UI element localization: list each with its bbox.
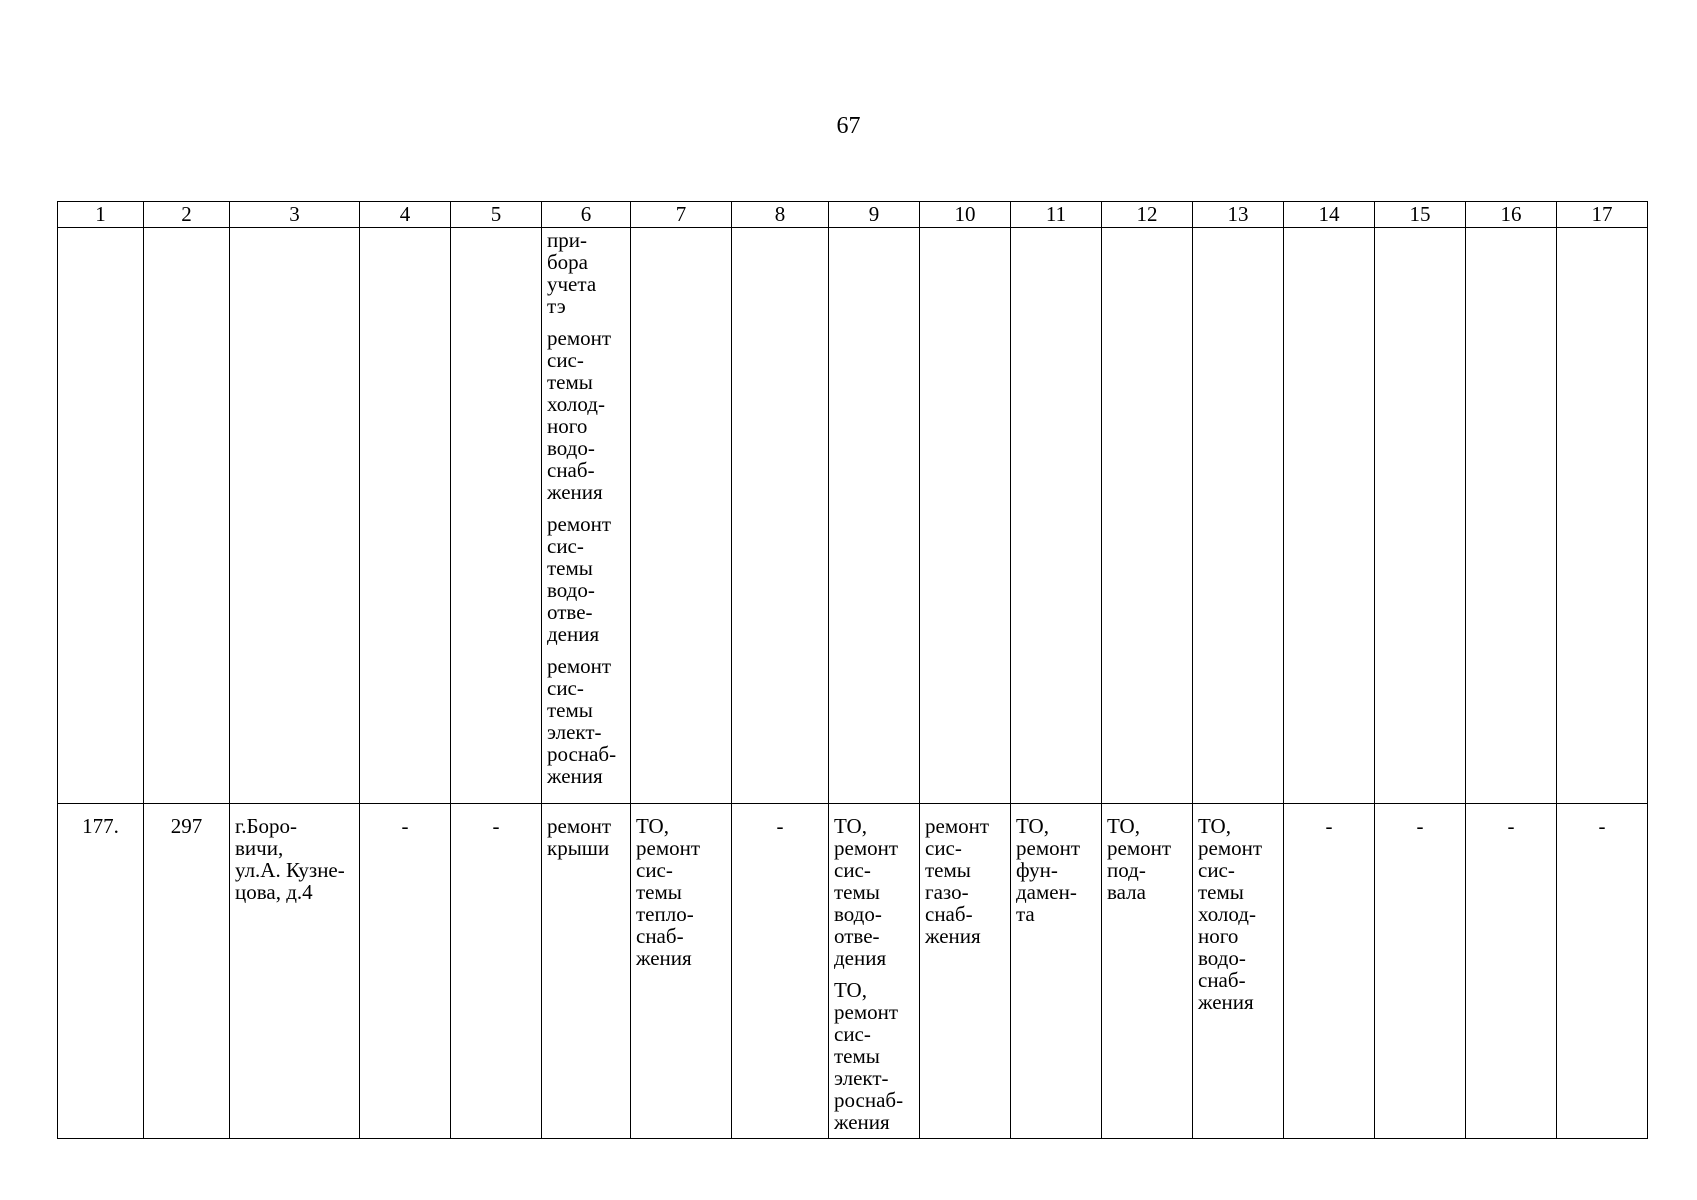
table-cell [829, 228, 920, 804]
table-cell [920, 228, 1011, 804]
cell-text-line: ремонт [834, 1000, 899, 1024]
cell-text-line: ремонт [547, 654, 612, 678]
table-cell [1193, 804, 1284, 1139]
cell-text-line: водо- [547, 578, 595, 602]
header-cell: 1 [58, 202, 144, 228]
cell-text-line: темы [1198, 880, 1244, 904]
table-cell: - [1375, 804, 1466, 1139]
cell-text-block [547, 229, 625, 317]
cell-text-line: водо- [547, 436, 595, 460]
cell-text-line: жения [636, 946, 692, 970]
header-cell: 17 [1557, 202, 1648, 228]
header-cell: 7 [631, 202, 732, 228]
header-cell: 14 [1284, 202, 1375, 228]
cell-text-line: ного [1198, 924, 1239, 948]
cell-text-line: жения [547, 764, 603, 788]
table-cell [542, 804, 631, 1139]
cell-text-line: учета [547, 272, 597, 296]
cell-text-line: сис- [834, 858, 871, 882]
header-cell: 5 [451, 202, 542, 228]
table-cell [920, 804, 1011, 1139]
cell-text-line: ТО, [1016, 814, 1049, 838]
table-cell [1375, 228, 1466, 804]
cell-text-block [235, 815, 354, 903]
cell-text-line: сис- [925, 836, 962, 860]
cell-text-line: водо- [1198, 946, 1246, 970]
table-cell [1466, 228, 1557, 804]
cell-text-line: ремонт [1016, 836, 1081, 860]
cell-text-line: роснаб- [547, 742, 617, 766]
table-cell [631, 804, 732, 1139]
table-cell [58, 228, 144, 804]
cell-text-line: сис- [1198, 858, 1235, 882]
column-number-row [58, 202, 1648, 228]
table-cell [1193, 228, 1284, 804]
table-cell [1011, 804, 1102, 1139]
cell-text-line: газо- [925, 880, 969, 904]
cell-text-line: ремонт [636, 836, 701, 860]
cell-text-line: при- [547, 228, 587, 252]
cell-text-line: ного [547, 414, 588, 438]
cell-text-line: ремонт [1107, 836, 1172, 860]
works-cell [542, 228, 631, 804]
cell-text-line: темы [547, 370, 593, 394]
cell-text-line: бора [547, 250, 589, 274]
cell-text-line: ул.А. Кузне- [235, 858, 345, 882]
cell-text-line: жения [925, 924, 981, 948]
table-cell [360, 228, 451, 804]
cell-text-line: ремонт [547, 814, 612, 838]
header-cell: 13 [1193, 202, 1284, 228]
cell-text-block [834, 815, 914, 969]
cell-text-line: ремонт [1198, 836, 1263, 860]
cell-text-line: дения [547, 622, 600, 646]
cell-text-line: дамен- [1016, 880, 1077, 904]
cell-text-line: ТО, [636, 814, 669, 838]
cell-text-line: холод- [1198, 902, 1256, 926]
cell-text-line: темы [636, 880, 682, 904]
row-number-cell: 177. [58, 804, 144, 1139]
cell-text-line: фун- [1016, 858, 1058, 882]
cell-text-line: ТО, [834, 814, 867, 838]
cell-text-line: снаб- [547, 458, 595, 482]
cell-text-block [547, 327, 625, 503]
cell-text-line: снаб- [636, 924, 684, 948]
cell-text-line: холод- [547, 392, 605, 416]
header-cell: 2 [144, 202, 230, 228]
table-cell: - [732, 804, 829, 1139]
cell-text-line: тепло- [636, 902, 694, 926]
cell-text-line: ремонт [547, 326, 612, 350]
cell-text-block [1016, 815, 1096, 925]
header-cell: 15 [1375, 202, 1466, 228]
table-cell [1011, 228, 1102, 804]
cell-text-line: под- [1107, 858, 1146, 882]
continuation-row [58, 228, 1648, 804]
cell-text-block [547, 655, 625, 787]
cell-text-line: вичи, [235, 836, 284, 860]
cell-text-line: жения [547, 480, 603, 504]
cell-text-block [925, 815, 1005, 947]
table-cell [451, 228, 542, 804]
header-cell: 4 [360, 202, 451, 228]
cell-text-line: дения [834, 946, 887, 970]
table-cell [631, 228, 732, 804]
table-cell: - [360, 804, 451, 1139]
cell-text-line: роснаб- [834, 1088, 904, 1112]
header-cell: 8 [732, 202, 829, 228]
header-cell: 10 [920, 202, 1011, 228]
address-cell [230, 804, 360, 1139]
cell-text-block [834, 979, 914, 1133]
header-cell: 3 [230, 202, 360, 228]
cell-text-line: г.Боро- [235, 814, 298, 838]
house-number-cell: 297 [144, 804, 230, 1139]
table-cell: - [1284, 804, 1375, 1139]
cell-text-line: отве- [547, 600, 593, 624]
table-cell [1557, 228, 1648, 804]
cell-text-line: снаб- [1198, 968, 1246, 992]
cell-text-block [547, 815, 625, 859]
table-cell [144, 228, 230, 804]
header-cell: 6 [542, 202, 631, 228]
header-cell: 12 [1102, 202, 1193, 228]
cell-text-line: снаб- [925, 902, 973, 926]
cell-text-line: ремонт [834, 836, 899, 860]
header-cell: 16 [1466, 202, 1557, 228]
table-cell [1284, 228, 1375, 804]
cell-text-line: вала [1107, 880, 1146, 904]
cell-text-line: темы [547, 698, 593, 722]
table-cell: - [1466, 804, 1557, 1139]
cell-text-line: водо- [834, 902, 882, 926]
table-cell [732, 228, 829, 804]
cell-text-block [547, 513, 625, 645]
cell-text-block [636, 815, 726, 969]
table-cell: - [1557, 804, 1648, 1139]
header-cell: 9 [829, 202, 920, 228]
cell-text-line: сис- [547, 348, 584, 372]
cell-text-line: та [1016, 902, 1035, 926]
table-cell [230, 228, 360, 804]
cell-text-line: жения [1198, 990, 1254, 1014]
cell-text-line: ТО, [1198, 814, 1231, 838]
cell-text-line: ТО, [834, 978, 867, 1002]
cell-text-line: отве- [834, 924, 880, 948]
cell-text-line: жения [834, 1110, 890, 1134]
table-cell: - [451, 804, 542, 1139]
cell-text-line: сис- [547, 676, 584, 700]
cell-text-line: цова, д.4 [235, 880, 313, 904]
cell-text-line: элект- [834, 1066, 889, 1090]
cell-text-line: сис- [834, 1022, 871, 1046]
cell-text-line: элект- [547, 720, 602, 744]
cell-text-line: темы [834, 1044, 880, 1068]
cell-text-block [1107, 815, 1187, 903]
header-cell: 11 [1011, 202, 1102, 228]
cell-text-line: темы [925, 858, 971, 882]
cell-text-line: сис- [547, 534, 584, 558]
cell-text-block [1198, 815, 1278, 1013]
repair-schedule-table [57, 201, 1648, 1139]
table-cell [829, 804, 920, 1139]
table-cell [1102, 228, 1193, 804]
cell-text-line: темы [547, 556, 593, 580]
cell-text-line: крыши [547, 836, 610, 860]
page-number: 67 [836, 113, 861, 139]
cell-text-line: ТО, [1107, 814, 1140, 838]
cell-text-line: сис- [636, 858, 673, 882]
table-cell [1102, 804, 1193, 1139]
cell-text-line: ремонт [547, 512, 612, 536]
table-row [58, 804, 1648, 1139]
cell-text-line: темы [834, 880, 880, 904]
cell-text-line: ремонт [925, 814, 990, 838]
cell-text-line: тэ [547, 294, 566, 318]
